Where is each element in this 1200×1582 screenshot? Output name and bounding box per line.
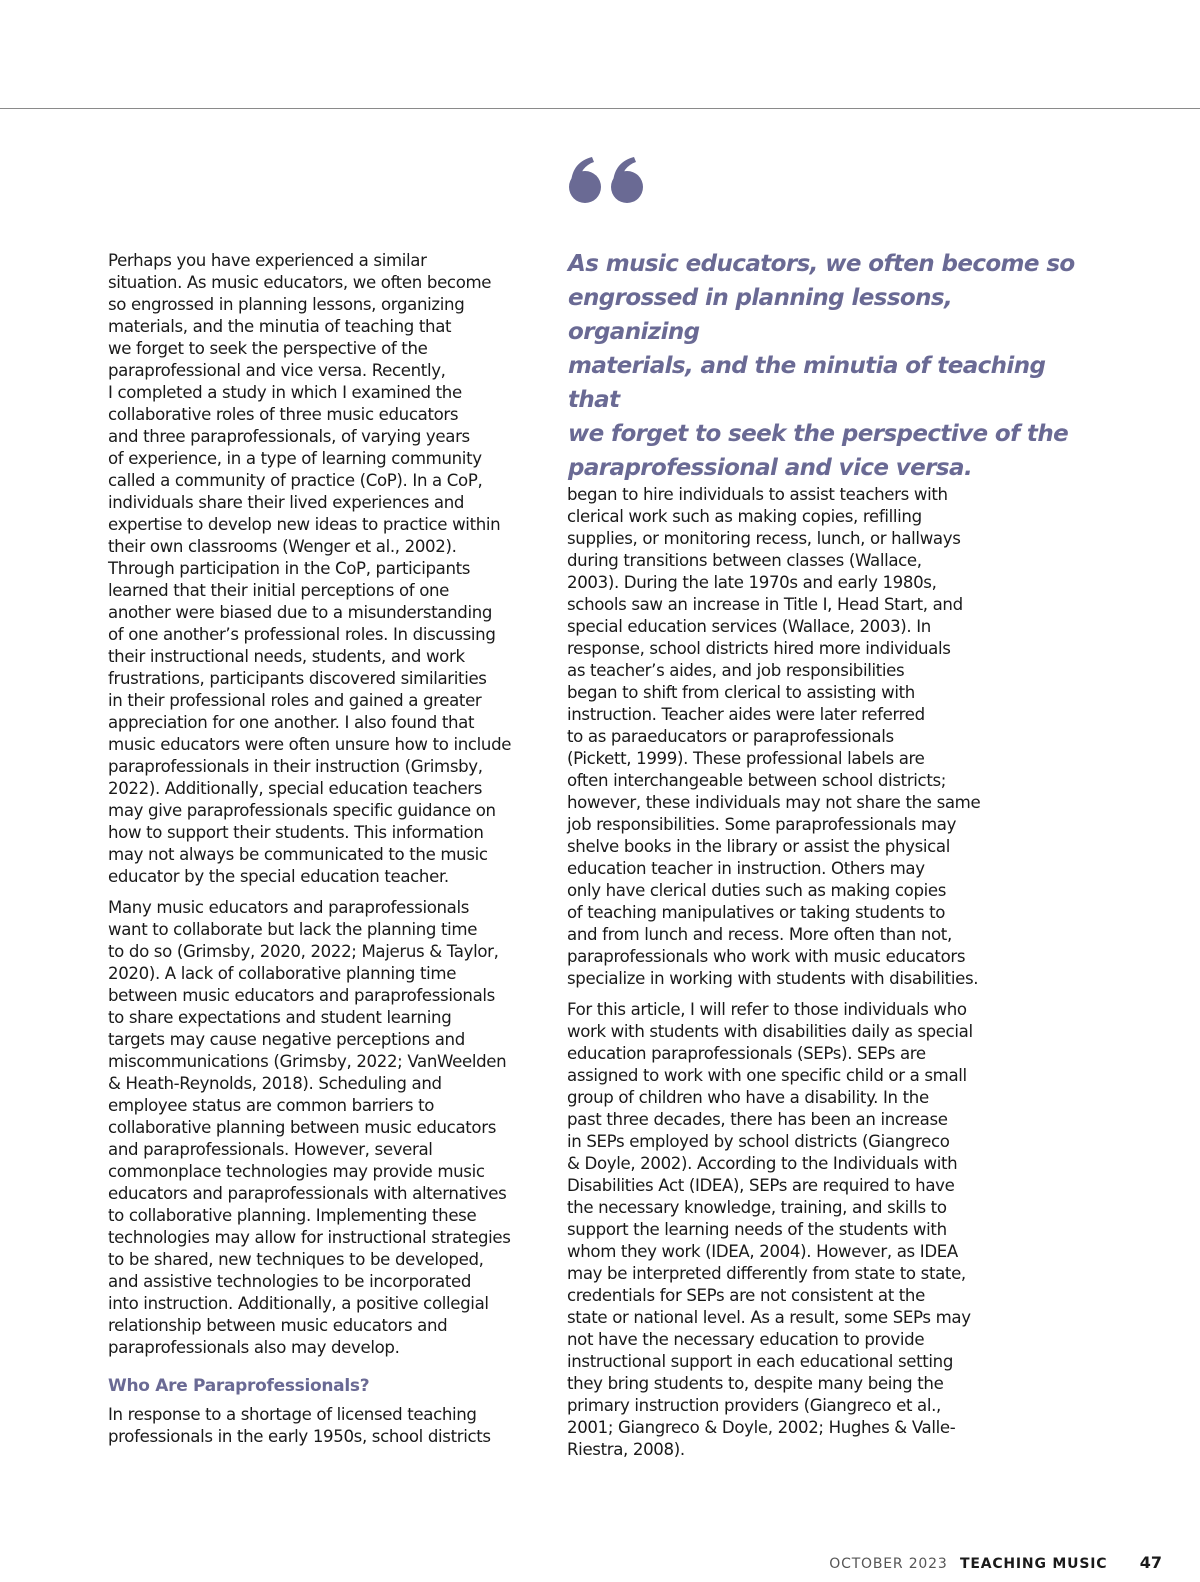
body-paragraph: began to hire individuals to assist teachers with clerical work such as making copies, refilling supplies, or monitoring recess, lunch, or hallways during transitions between classes (Wallace, 2003). During the late 1970s and early 1980s, schools saw an increase in Title I, Head Start, and special education services (Wallace, 2003). In response, school districts hired more individuals as teacher’s aides, and job responsibilities began to shift from clerical to assisting with instruction. Teacher aides were later referred to as paraeducators or paraprofessionals (Pickett, 1999). These professional labels are often interchangeable between school districts; however, these individuals may not share the same job responsibilities. Some paraprofessionals may shelve books in the library or assist the physical education teacher in instruction. Others may only have clerical duties such as making copies of teaching manipulatives or taking students to and from lunch and recess. More often than not, paraprofessionals who work with music educators specialize in working with students with disabilities.	[567, 485, 981, 988]
pull-quote: As music educators, we often become so engrossed in planning lessons, organizing materials, and the minutia of teaching that we forget to seek the perspective of the paraprofessional and vice versa.	[568, 251, 1075, 481]
magazine-title: TEACHING MUSIC	[959, 1556, 1108, 1572]
body-paragraph: Perhaps you have experienced a similar situation. As music educators, we often become so engrossed in planning lessons, organizing materials, and the minutia of teaching that we forget to seek the perspective of the paraprofessional and vice versa. Recently, I completed a study in which I examined the collaborative roles of three music educators and three paraprofessionals, of varying years of experience, in a type of learning community called a community of practice (CoP). In a CoP, individuals share their lived experiences and expertise to develop new ideas to practice within their own classrooms (Wenger et al., 2002). Through participation in the CoP, participants learned that their initial perceptions of one another were biased due to a misunderstanding of one another’s professional roles. In discussing their instructional needs, students, and work frustrations, participants discovered similarities in their professional roles and gained a greater appreciation for one another. I also found that music educators were often unsure how to include paraprofessionals in their instruction (Grimsby, 2022). Additionally, special education teachers may give paraprofessionals specific guidance on how to support their students. This information may not always be communicated to the music educator by the special education teacher.	[108, 251, 512, 886]
body-paragraph: In response to a shortage of licensed teaching professionals in the early 1950s, school districts	[108, 1405, 491, 1446]
body-paragraph: Many music educators and paraprofessionals want to collaborate but lack the planning time to do so (Grimsby, 2020, 2022; Majerus & Taylor, 2020). A lack of collaborative planning time between music educators and paraprofessionals to share expectations and student learning targets may cause negative perceptions and miscommunications (Grimsby, 2022; VanWeelden & Heath-Reynolds, 2018). Scheduling and employee status are common barriers to collaborative planning between music educators and paraprofessionals. However, several commonplace technologies may provide music educators and paraprofessionals with alternatives to collaborative planning. Implementing these technologies may allow for instructional strategies to be shared, new techniques to be developed, and assistive technologies to be incorporated into instruction. Additionally, a positive collegial relationship between music educators and paraprofessionals also may develop.	[108, 898, 511, 1357]
double-quote-mark-icon	[566, 156, 648, 206]
page-footer	[829, 1553, 1162, 1574]
right-column	[567, 484, 1007, 1470]
top-rule	[0, 108, 1200, 109]
page-number: 47	[1139, 1553, 1162, 1572]
issue-date: OCTOBER 2023	[829, 1556, 948, 1572]
left-column	[108, 250, 548, 1457]
body-paragraph: For this article, I will refer to those individuals who work with students with disabilities daily as special education paraprofessionals (SEPs). SEPs are assigned to work with one specific child or a small group of children who have a disability. In the past three decades, there has been an increase in SEPs employed by school districts (Giangreco & Doyle, 2002). According to the Individuals with Disabilities Act (IDEA), SEPs are required to have the necessary knowledge, training, and skills to support the learning needs of the students with whom they work (IDEA, 2004). However, as IDEA may be interpreted differently from state to state, credentials for SEPs are not consistent at the state or national level. As a result, some SEPs may not have the necessary education to provide instructional support in each educational setting they bring students to, despite many being the primary instruction providers (Giangreco et al., 2001; Giangreco & Doyle, 2002; Hughes & Valle- Riestra, 2008).	[567, 1000, 973, 1459]
section-heading: Who Are Paraprofessionals?	[108, 1376, 370, 1396]
